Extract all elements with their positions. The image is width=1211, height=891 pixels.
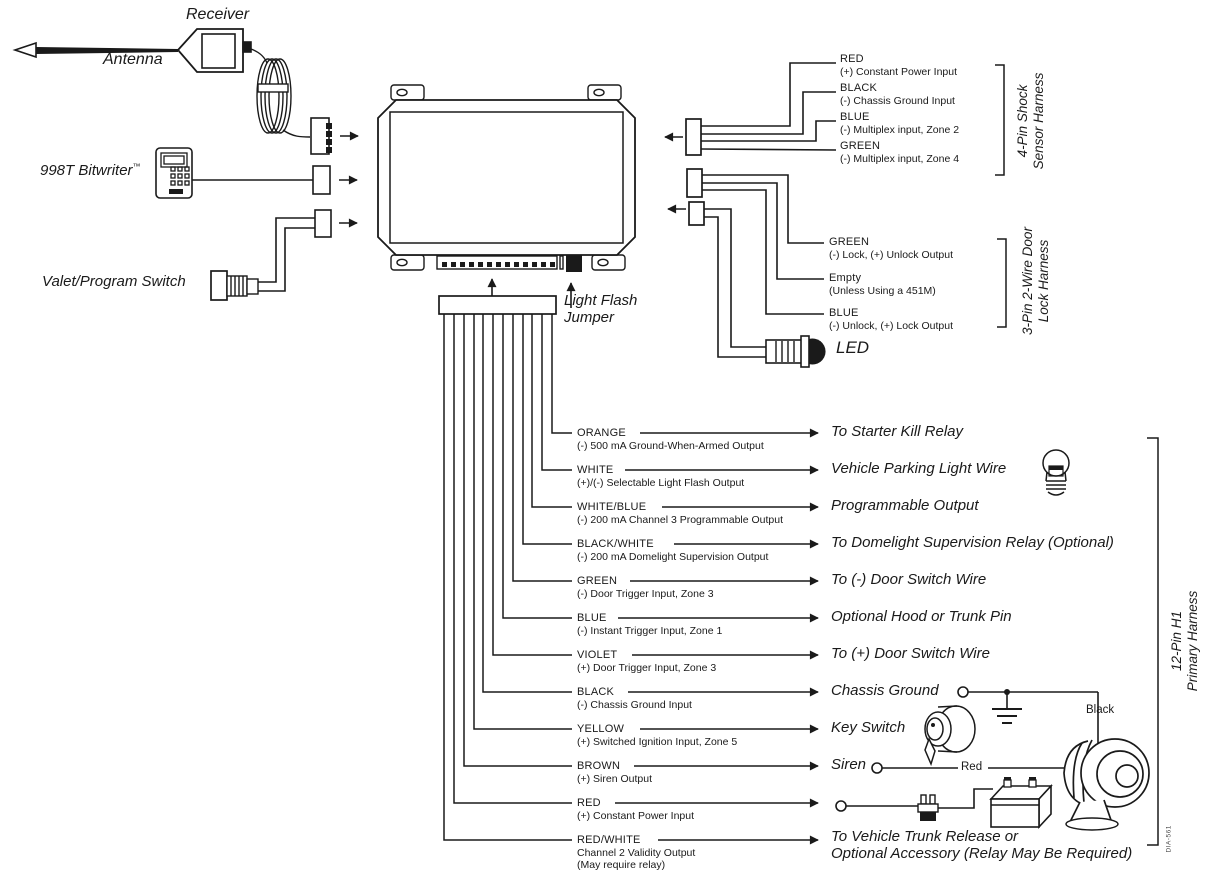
primary-wire-desc: (+) Door Trigger Input, Zone 3 <box>577 662 717 674</box>
primary-wire-name: BLUE <box>577 612 607 624</box>
primary-wire-name: BLACK <box>577 686 615 698</box>
wire-destination-label: Programmable Output <box>831 497 979 514</box>
jumper-label-line2: Jumper <box>564 309 615 327</box>
valet-switch-icon <box>211 271 258 300</box>
primary-wire-desc: (+) Constant Power Input <box>577 810 695 822</box>
primary-wire-desc: (-) Door Trigger Input, Zone 3 <box>577 588 714 600</box>
primary-wire-desc2: (May require relay) <box>577 859 666 871</box>
antenna-label: Antenna <box>103 51 163 68</box>
shock-wire-desc: (-) Chassis Ground Input <box>840 95 955 107</box>
siren-red-wire-label: Red <box>961 761 983 773</box>
bitwriter-label <box>40 162 141 179</box>
primary-wire-name: WHITE <box>577 464 614 476</box>
bitwriter-icon <box>156 148 192 198</box>
wire-destination-label: To Starter Kill Relay <box>831 423 963 440</box>
bracket-line2: Lock Harness <box>1036 239 1051 323</box>
siren-black-wire-label: Black <box>1086 704 1115 716</box>
jumper-label-line1: Light Flash <box>564 292 638 309</box>
parking-light-bulb-icon <box>1043 450 1069 495</box>
antenna-connector <box>311 118 358 154</box>
door-lock-bracket <box>997 239 1006 327</box>
shock-wire-name: BLACK <box>840 82 878 94</box>
bracket-line1: 12-Pin H1 <box>1169 610 1184 672</box>
primary-wire-desc: (-) Chassis Ground Input <box>577 699 692 711</box>
shock-wire-name: BLUE <box>840 111 870 123</box>
primary-harness-bracket-label <box>1167 556 1203 726</box>
wire-destination-label: Key Switch <box>831 719 906 736</box>
shock-wire-name: RED <box>840 53 864 65</box>
bracket-line1: 4-Pin Shock <box>1015 84 1030 158</box>
primary-harness-connector <box>439 296 572 840</box>
door-wire-name: GREEN <box>829 236 870 248</box>
bitwriter-label-text: 998T Bitwriter <box>40 162 133 179</box>
primary-wire-name: BROWN <box>577 760 621 772</box>
shock-wire-name: GREEN <box>840 140 881 152</box>
shock-wire-desc: (-) Multiplex input, Zone 4 <box>840 153 960 165</box>
wire-destination-label: To Vehicle Trunk Release or <box>831 828 1019 845</box>
primary-wire-desc: (-) 200 mA Domelight Supervision Output <box>577 551 769 563</box>
shock-wire-desc: (+) Constant Power Input <box>840 66 958 78</box>
primary-wire-desc: (-) Instant Trigger Input, Zone 1 <box>577 625 723 637</box>
wire-destination-label: Vehicle Parking Light Wire <box>831 460 1007 477</box>
valet-switch-wire <box>258 210 357 291</box>
shock-harness-bracket-label <box>1014 51 1048 191</box>
wire-destination-label: To (+) Door Switch Wire <box>831 645 990 662</box>
bracket-line2: Sensor Harness <box>1031 72 1046 170</box>
led-icon <box>766 336 826 367</box>
wire-destination-label: To (-) Door Switch Wire <box>831 571 987 588</box>
primary-wire-name: GREEN <box>577 575 618 587</box>
light-flash-jumper-label <box>564 292 637 327</box>
door-wire-desc: (-) Lock, (+) Unlock Output <box>829 249 953 261</box>
wire-destination-label: Siren <box>831 756 867 773</box>
wire-destination-label: Chassis Ground <box>831 682 939 699</box>
shock-wire-desc: (-) Multiplex input, Zone 2 <box>840 124 960 136</box>
siren-icon <box>1064 739 1149 830</box>
primary-wire-name: BLACK/WHITE <box>577 538 654 550</box>
primary-wire-desc: (+) Switched Ignition Input, Zone 5 <box>577 736 738 748</box>
primary-wire-name: RED <box>577 797 601 809</box>
bracket-line1: 3-Pin 2-Wire Door <box>1020 227 1035 335</box>
control-module-icon <box>378 85 635 270</box>
wire-destination-label: Optional Hood or Trunk Pin <box>831 608 1012 625</box>
primary-harness-bracket <box>1147 438 1158 845</box>
bracket-line2: Primary Harness <box>1185 590 1200 692</box>
primary-wire-name: YELLOW <box>577 723 625 735</box>
valet-switch-label: Valet/Program Switch <box>42 273 186 290</box>
battery-icon <box>991 777 1051 827</box>
primary-wire-desc: (-) 200 mA Channel 3 Programmable Output <box>577 514 784 526</box>
primary-wire-desc: (+)/(-) Selectable Light Flash Output <box>577 477 745 489</box>
led-connector <box>668 202 766 357</box>
primary-wire-name: VIOLET <box>577 649 618 661</box>
chassis-ground-symbol-icon <box>958 687 1098 747</box>
key-switch-icon <box>925 706 975 764</box>
door-wire-name: BLUE <box>829 307 859 319</box>
primary-wire-desc: (+) Siren Output <box>577 773 652 785</box>
led-label: LED <box>836 338 870 357</box>
coiled-cable-icon <box>251 49 310 137</box>
door-wire-desc: (-) Unlock, (+) Lock Output <box>829 320 953 332</box>
bitwriter-wire <box>192 166 357 194</box>
wire-destination-label: To Domelight Supervision Relay (Optional) <box>831 534 1114 551</box>
primary-wire-desc: (-) 500 mA Ground-When-Armed Output <box>577 440 764 452</box>
light-flash-jumper-icon <box>566 255 582 272</box>
primary-wire-name: WHITE/BLUE <box>577 501 647 513</box>
diagram-doc-number: DIA-561 <box>1165 825 1173 853</box>
door-lock-bracket-label <box>1019 211 1053 351</box>
receiver-icon <box>178 29 251 72</box>
fuse-icon <box>836 789 993 821</box>
door-wire-name: Empty <box>829 272 862 284</box>
primary-wire-name: RED/WHITE <box>577 834 641 846</box>
module-pin-strip <box>437 256 563 269</box>
shock-harness-bracket <box>995 65 1004 175</box>
primary-wire-desc: Channel 2 Validity Output <box>577 847 696 859</box>
door-wire-desc: (Unless Using a 451M) <box>829 285 936 297</box>
primary-harness-wires <box>444 314 572 840</box>
receiver-label: Receiver <box>186 6 250 23</box>
wire-destination-label2: Optional Accessory (Relay May Be Required) <box>831 845 1133 862</box>
primary-wire-name: ORANGE <box>577 427 626 439</box>
trademark-symbol: ™ <box>132 162 141 171</box>
